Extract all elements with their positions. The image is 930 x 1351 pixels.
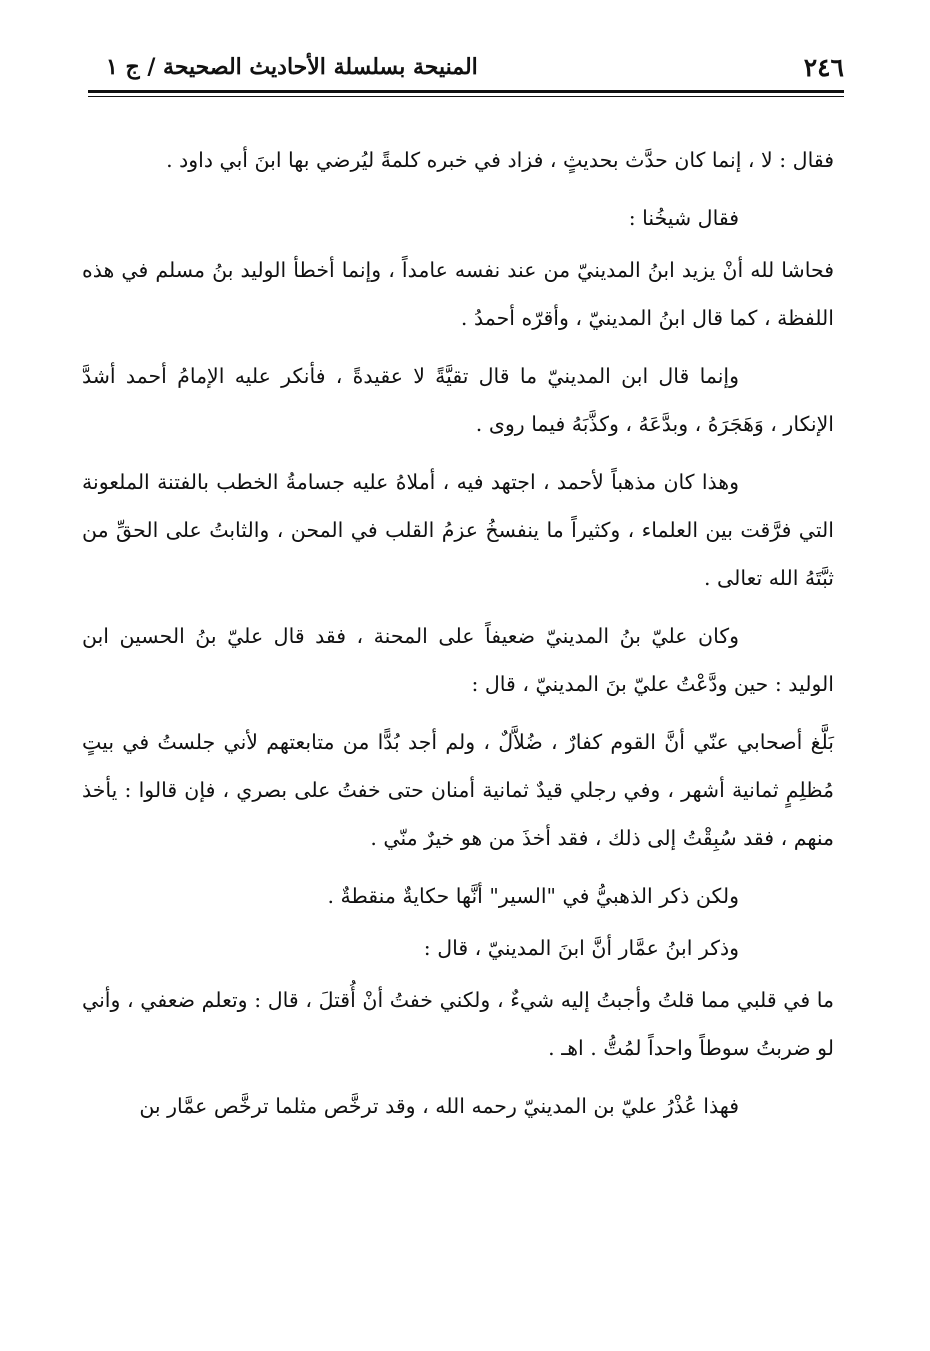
running-title: المنيحة بسلسلة الأحاديث الصحيحة / ج ١ <box>106 54 478 80</box>
header-rule-thick <box>88 90 844 93</box>
paragraph: فقال شيخُنا : <box>628 206 739 230</box>
paragraph: فقال : لا ، إنما كان حدَّث بحديثٍ ، فزاد في خبره كلمةً ليُرضي بها ابنَ أبي داود . <box>166 148 834 172</box>
paragraph: وذكر ابنُ عمَّار أنَّ ابنَ المدينيّ ، قال : <box>423 936 739 960</box>
paragraph: ولكن ذكر الذهبيُّ في "السير" أنَّها حكايةٌ منقطةٌ . <box>327 884 739 908</box>
page-header <box>88 38 844 86</box>
paragraph: ما في قلبي مما قلتُ وأجبتُ إليه شيءٌ ، ولكني خفتُ أنْ أُقتلَ ، قال : وتعلم ضعفي ، وأني لو ضربتُ سوطاً واحداً لمُتُّ . اهـ . <box>82 988 834 1060</box>
header-rule-thin <box>88 96 844 97</box>
paragraph: بَلَّغ أصحابي عنّي أنَّ القوم كفارٌ ، ضُلاَّلٌ ، ولم أجد بُدًّا من متابعتهم لأني جلستُ في بيتٍ مُظلِمٍ ثمانية أشهر ، وفي رجلي قيدٌ ثمانية أمنان حتى خفتُ على بصري ، فإن قالوا : يأخذ منهم ، فقد سُبِقْتُ إلى ذلك ، فقد أخذَ من هو خيرٌ منّي . <box>82 730 834 850</box>
paragraph: فحاشا لله أنْ يزيد ابنُ المدينيّ من عند نفسه عامداً ، وإنما أخطأ الوليد بنُ مسلم في هذه اللفظة ، كما قال ابنُ المدينيّ ، وأقرّه أحمدُ . <box>82 258 834 330</box>
body-text <box>82 136 834 1140</box>
paragraph: وإنما قال ابن المدينيّ ما قال تقيَّةً لا عقيدةً ، فأنكر عليه الإمامُ أحمد أشدَّ الإنكار ، وَهَجَرَهُ ، وبدَّعَهُ ، وكذَّبَهُ فيما روى . <box>82 364 834 436</box>
paragraph: فهذا عُذْرُ عليّ بن المدينيّ رحمه الله ، وقد ترخَّص مثلما ترخَّص عمَّار بن <box>139 1094 739 1118</box>
paragraph: وكان عليّ بنُ المدينيّ ضعيفاً على المحنة ، فقد قال عليّ بنُ الحسين ابن الوليد : حين ودَّعْتُ عليّ بنَ المدينيّ ، قال : <box>82 624 834 696</box>
page-number: ٢٤٦ <box>803 53 844 82</box>
paragraph: وهذا كان مذهباً لأحمد ، اجتهد فيه ، أملاهُ عليه جسامةُ الخطب بالفتنة الملعونة التي فرَّقت بين العلماء ، وكثيراً ما ينفسخُ عزمُ القلب في المحن ، والثابتُ على الحقِّ من ثبَّتَهُ الله تعالى . <box>82 470 834 590</box>
